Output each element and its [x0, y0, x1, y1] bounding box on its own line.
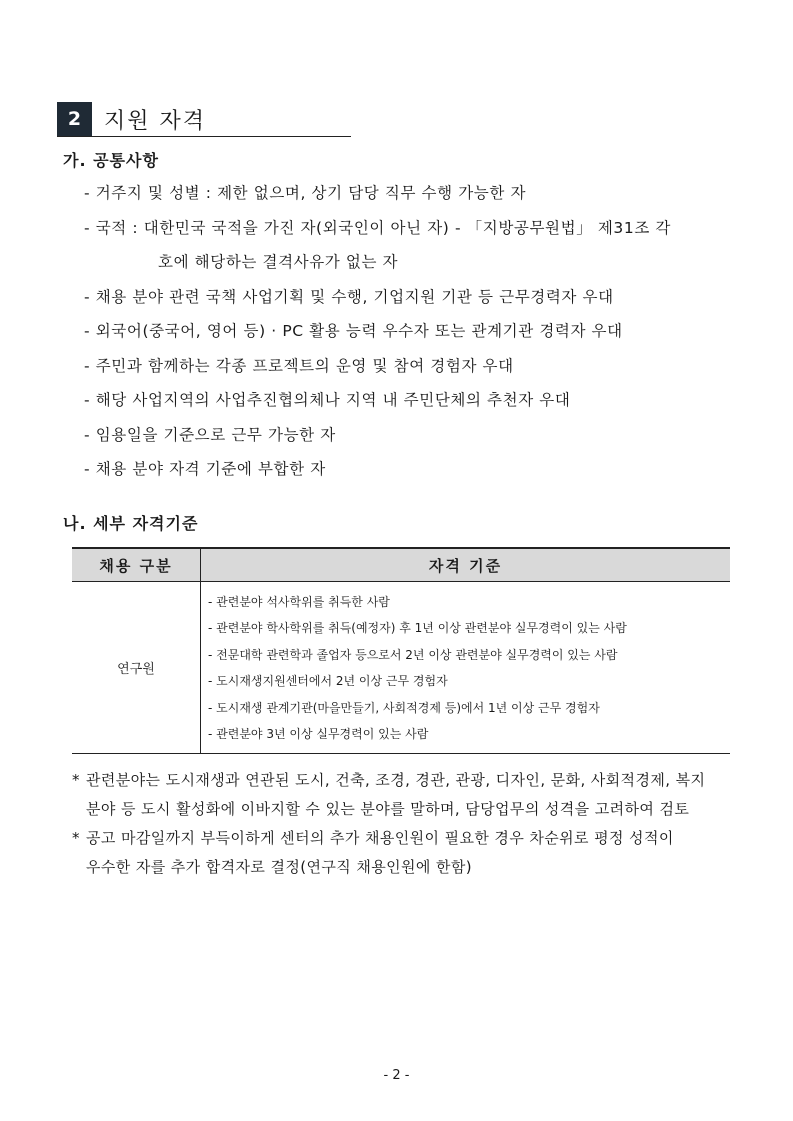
criteria-item: - 관련분야 학사학위를 취득(예정자) 후 1년 이상 관련분야 실무경력이 있는 사람	[208, 621, 627, 636]
footnote-marker: *	[72, 771, 80, 789]
footnote: * 관련분야는 도시재생과 연관된 도시, 건축, 조경, 경관, 관광, 디자인, 문화, 사회적경제, 복지 분야 등 도시 활성화에 이바지할 수 있는 분야를 말하며, 담당업무의 성격을 고려하여 검토	[72, 766, 762, 824]
detail-heading: 나. 세부 자격기준	[63, 514, 199, 533]
list-item: - 주민과 함께하는 각종 프로젝트의 운영 및 참여 경험자 우대	[84, 356, 514, 375]
list-item: - 채용 분야 관련 국책 사업기획 및 수행, 기업지원 기관 등 근무경력자 우대	[84, 287, 614, 306]
list-item: - 외국어(중국어, 영어 등) · PC 활용 능력 우수자 또는 관계기관 경력자 우대	[84, 322, 623, 340]
footnotes	[72, 766, 762, 882]
list-item: - 임용일을 기준으로 근무 가능한 자	[84, 425, 336, 444]
list-item: - 국적 : 대한민국 국적을 가진 자(외국인이 아닌 자) - 「지방공무원법」 제31조 각 호에 해당하는 결격사유가 없는 자	[84, 211, 764, 280]
table-header-row	[72, 548, 730, 582]
footnote: * 공고 마감일까지 부득이하게 센터의 추가 채용인원이 필요한 경우 차순위로 평정 성적이 우수한 자를 추가 합격자로 결정(연구직 채용인원에 한함)	[72, 824, 762, 882]
col-header-category: 채용 구분	[72, 548, 201, 582]
list-item-continuation: 호에 해당하는 결격사유가 없는 자	[158, 253, 399, 271]
col-header-criteria: 자격 기준	[201, 548, 731, 582]
criteria-item: - 관련분야 3년 이상 실무경력이 있는 사람	[208, 727, 429, 742]
page-number: - 2 -	[383, 1068, 410, 1083]
list-item: - 거주지 및 성별 : 제한 없으며, 상기 담당 직무 수행 가능한 자	[84, 184, 527, 202]
section-header	[57, 102, 351, 137]
section-title: 지원 자격	[104, 109, 207, 134]
section-number: 2	[57, 102, 92, 136]
criteria-item: - 전문대학 관련학과 졸업자 등으로서 2년 이상 관련분야 실무경력이 있는 사람	[208, 647, 618, 662]
list-item: - 채용 분야 자격 기준에 부합한 자	[84, 460, 326, 478]
qualification-table	[72, 547, 730, 754]
criteria-cell	[201, 582, 731, 754]
criteria-item: - 관련분야 석사학위를 취득한 사람	[208, 595, 390, 609]
footnote-marker: *	[72, 829, 80, 847]
table-row	[72, 582, 730, 754]
footnote-continuation: 분야 등 도시 활성화에 이바지할 수 있는 분야를 말하며, 담당업무의 성격을 고려하여 검토	[86, 800, 690, 818]
criteria-item: - 도시재생 관계기관(마을만들기, 사회적경제 등)에서 1년 이상 근무 경험자	[208, 700, 600, 715]
common-heading: 가. 공통사항	[63, 151, 159, 170]
footnote-continuation: 우수한 자를 추가 합격자로 결정(연구직 채용인원에 한함)	[86, 858, 472, 876]
criteria-item: - 도시재생지원센터에서 2년 이상 근무 경험자	[208, 674, 448, 689]
common-list	[84, 176, 764, 487]
row-label-researcher: 연구원	[72, 582, 201, 754]
list-item: - 해당 사업지역의 사업추진협의체나 지역 내 주민단체의 추천자 우대	[84, 391, 571, 409]
